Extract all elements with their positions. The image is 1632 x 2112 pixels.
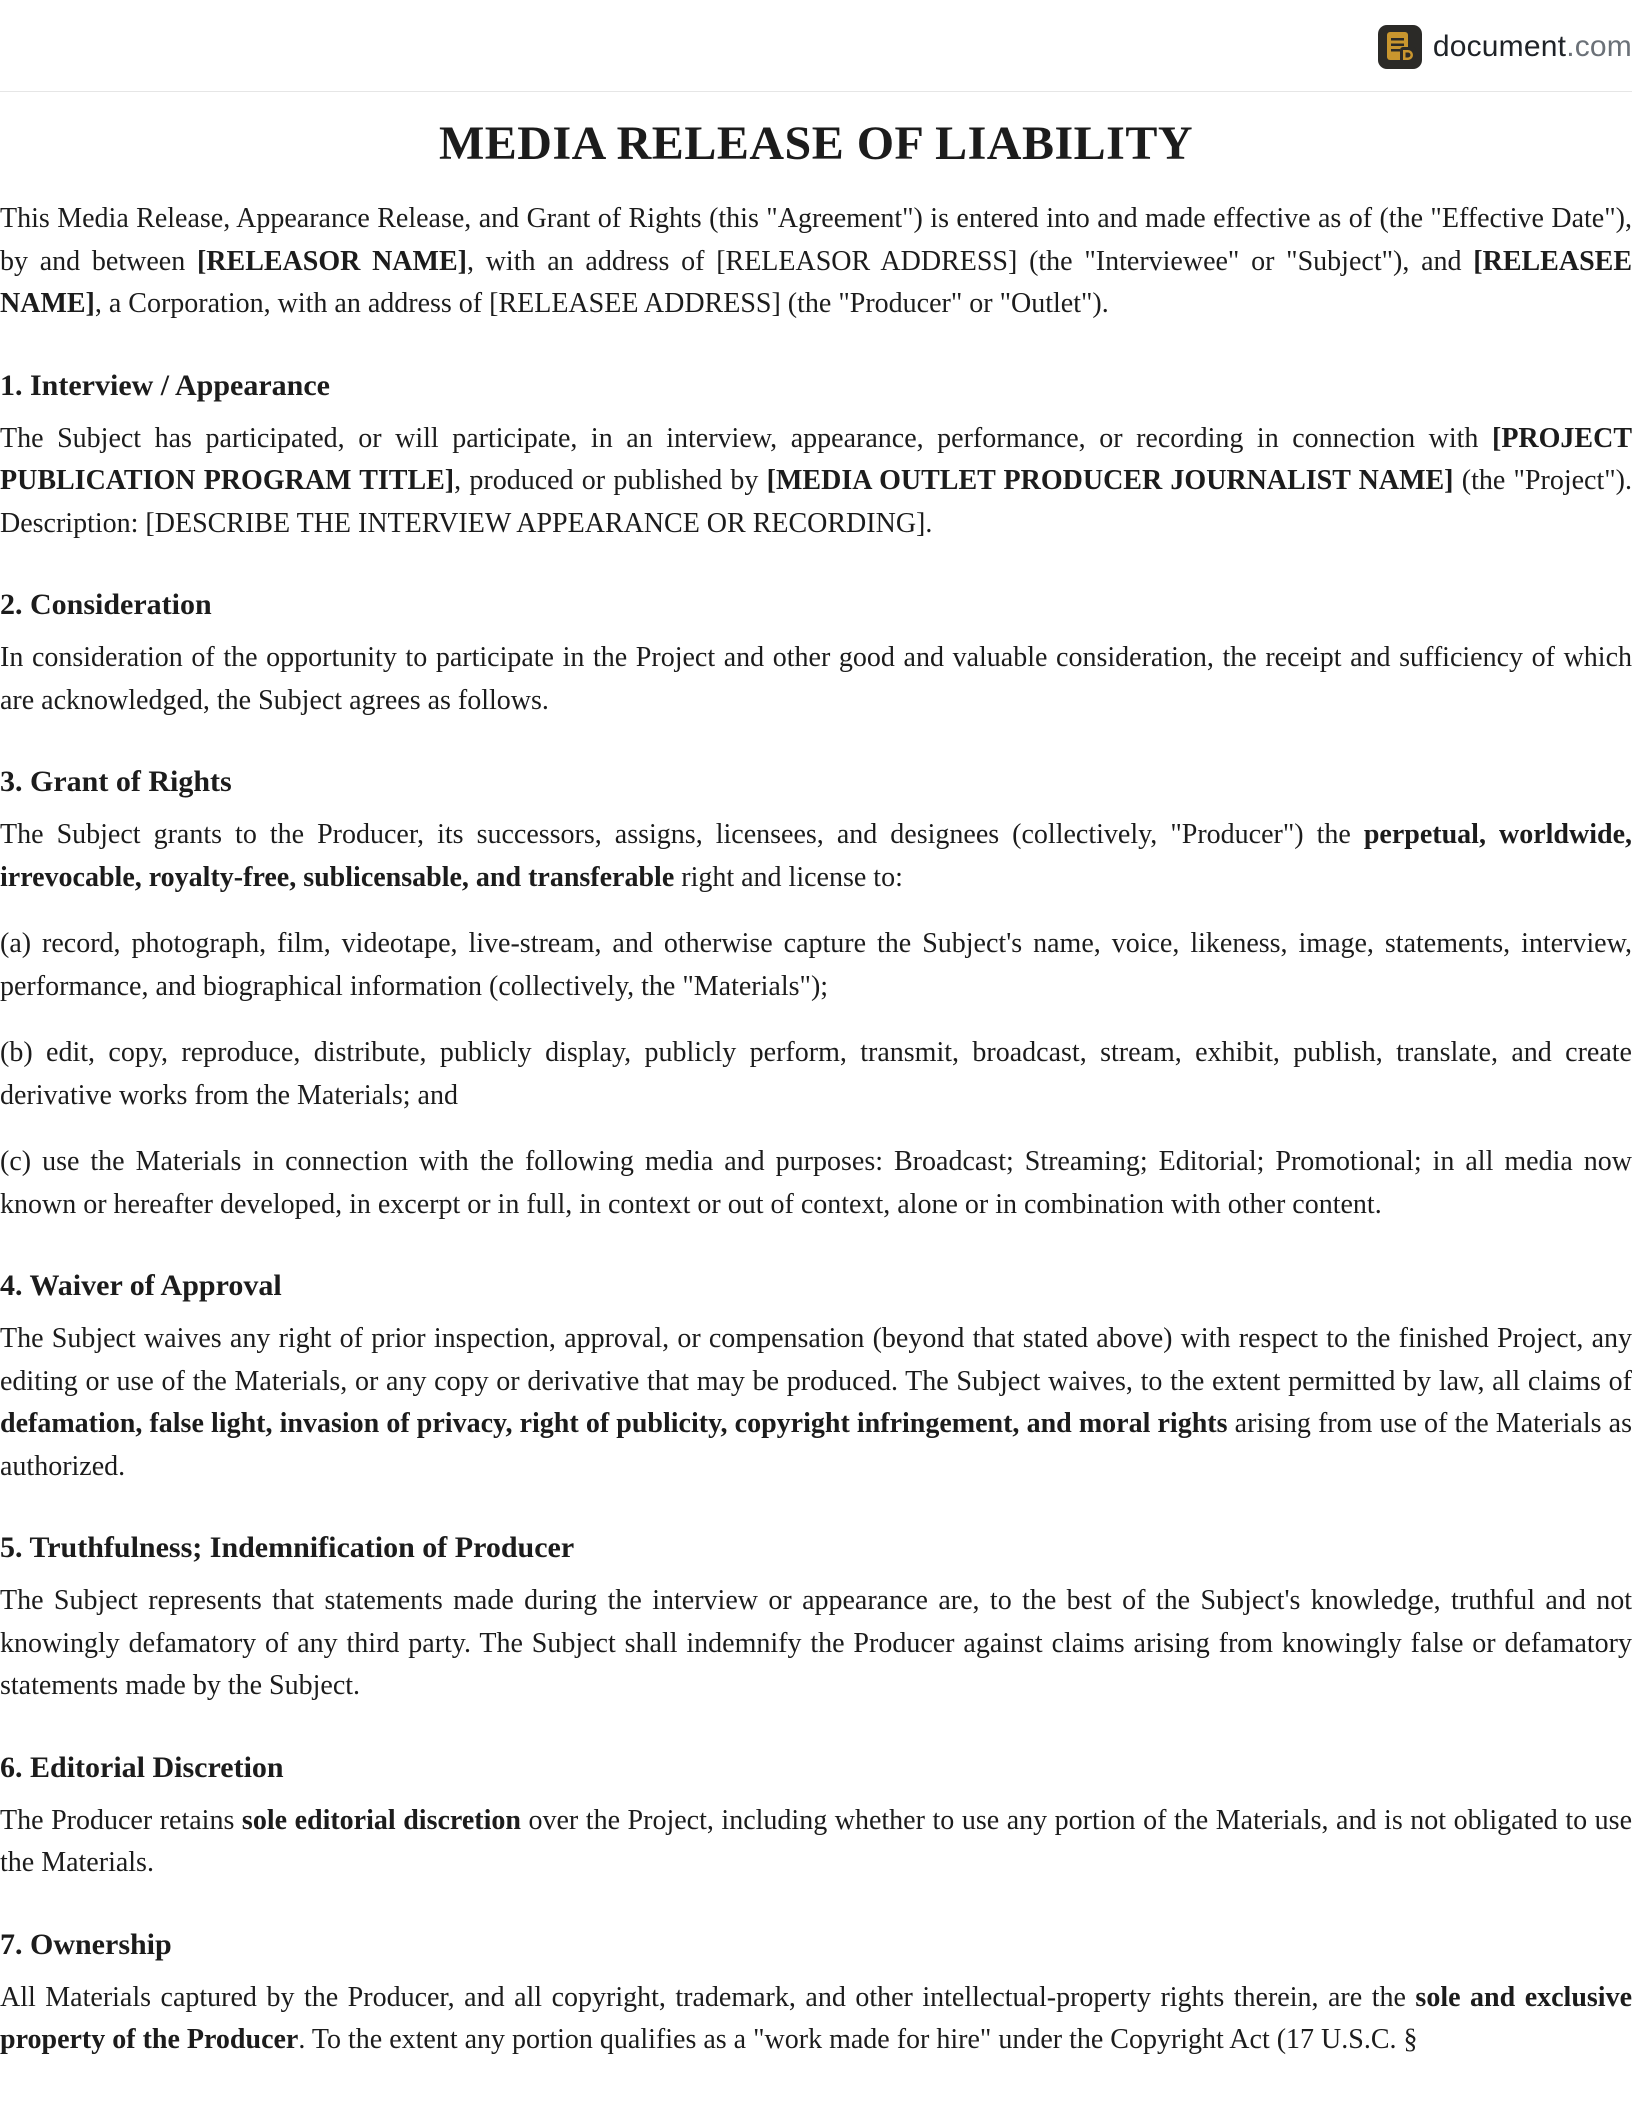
- intro-text: , with an address of [RELEASOR ADDRESS] (the "Interviewee" or "Subject"), and: [466, 245, 1474, 277]
- license-terms-bold: perpetual, worldwide, irrevocable, royalty-free, sublicensable, and transferable: [0, 819, 1632, 893]
- section-heading-consideration: 2. Consideration: [0, 588, 212, 621]
- section-truthfulness-text: The Subject represents that statements made during the interview or appearance are, to the best of the Subject's knowledge, truthful and not knowingly defamatory of any third party. The Subject shall indemnify the Producer against claims arising from knowingly false or defamatory statements made by the Subject.: [0, 1585, 1632, 1701]
- clause-text: over the Project, including whether to use any portion of the Materials, and is not obligated to use the Materials.: [0, 1804, 1632, 1878]
- section-ownership-text: [0, 1977, 1632, 2062]
- waived-claims-bold: defamation, false light, invasion of privacy, right of publicity, copyright infringement, and moral rights: [0, 1408, 1228, 1439]
- section-heading-truthfulness: 5. Truthfulness; Indemnification of Producer: [0, 1531, 575, 1564]
- section-consideration-text: In consideration of the opportunity to participate in the Project and other good and valuable consideration, the receipt and sufficiency of which are acknowledged, the Subject agrees as follows.: [0, 642, 1632, 716]
- project-title-placeholder: [PROJECT PUBLICATION PROGRAM TITLE]: [0, 422, 1632, 496]
- clause-text: right and license to:: [674, 861, 903, 893]
- releasee-name-placeholder: [RELEASEE NAME]: [0, 245, 1632, 319]
- editorial-discretion-bold: sole editorial discretion: [241, 1804, 521, 1836]
- brand-logo-link[interactable]: [1378, 24, 1632, 70]
- section-editorial-text: [0, 1800, 1632, 1885]
- top-bar: [0, 0, 1632, 92]
- clause-text: The Subject has participated, or will participate, in an interview, appearance, performance, or recording in connection with: [0, 422, 1492, 454]
- clause-text: All Materials captured by the Producer, and all copyright, trademark, and other intellectual-property rights therein, are the: [0, 1981, 1416, 2013]
- grant-item-b: (b) edit, copy, reproduce, distribute, publicly display, publicly perform, transmit, broadcast, stream, exhibit, publish, translate, and create derivative works from the Materials; and: [0, 1037, 1632, 1111]
- clause-text: The Subject waives any right of prior inspection, approval, or compensation (beyond that stated above) with respect to the finished Project, any editing or use of the Materials, or any copy or derivative that may be produced. The Subject waives, to the extent permitted by law, all claims of: [0, 1323, 1632, 1397]
- clause-text: The Subject grants to the Producer, its successors, assigns, licensees, and designees (collectively, "Producer") the: [0, 819, 1364, 850]
- document-title: MEDIA RELEASE OF LIABILITY: [438, 117, 1194, 170]
- section-heading-grant-of-rights: 3. Grant of Rights: [0, 765, 232, 798]
- grant-item-c: (c) use the Materials in connection with the following media and purposes: Broadcast; Streaming; Editorial; Promotional; in all media now known or hereafter developed, in excerpt or in full, in context or out of context, alone or in combination with other content.: [0, 1146, 1632, 1220]
- document-body: [0, 92, 1632, 2062]
- brand-tld: .com: [1566, 30, 1632, 63]
- ownership-bold: sole and exclusive property of the Producer: [0, 1981, 1632, 2055]
- section-heading-ownership: 7. Ownership: [0, 1927, 172, 1961]
- clause-text: arising from use of the Materials as authorized.: [0, 1408, 1632, 1482]
- clause-text: (the "Project"). Description: [DESCRIBE THE INTERVIEW APPEARANCE OR RECORDING].: [0, 465, 1632, 539]
- brand-wordmark: [1433, 30, 1632, 64]
- intro-text: This Media Release, Appearance Release, and Grant of Rights (this "Agreement") is entered into and made effective as of (the "Effective Date"), by and between: [0, 203, 1632, 277]
- section-heading-interview: 1. Interview / Appearance: [0, 368, 330, 402]
- clause-text: . To the extent any portion qualifies as a "work made for hire" under the Copyright Act (17 U.S.C. §: [298, 2024, 1418, 2055]
- section-grant-text: [0, 814, 1632, 899]
- clause-text: , produced or published by: [454, 465, 767, 496]
- clause-text: The Producer retains: [0, 1804, 242, 1836]
- outlet-name-placeholder: [MEDIA OUTLET PRODUCER JOURNALIST NAME]: [766, 465, 1454, 496]
- brand-name: document: [1432, 30, 1567, 63]
- intro-text: , a Corporation, with an address of [RELEASEE ADDRESS] (the "Producer" or "Outlet").: [94, 288, 1109, 319]
- grant-item-a: (a) record, photograph, film, videotape, live-stream, and otherwise capture the Subject's name, voice, likeness, image, statements, interview, performance, and biographical information (collectively, the "Materials");: [0, 928, 1632, 1002]
- intro-paragraph: [0, 198, 1632, 326]
- document-logo-icon: [1378, 25, 1422, 69]
- releasor-name-placeholder: [RELEASOR NAME]: [196, 245, 467, 277]
- section-heading-editorial: 6. Editorial Discretion: [0, 1750, 284, 1784]
- section-heading-waiver: 4. Waiver of Approval: [0, 1269, 282, 1302]
- section-waiver-text: [0, 1318, 1632, 1488]
- section-interview-text: [0, 418, 1632, 546]
